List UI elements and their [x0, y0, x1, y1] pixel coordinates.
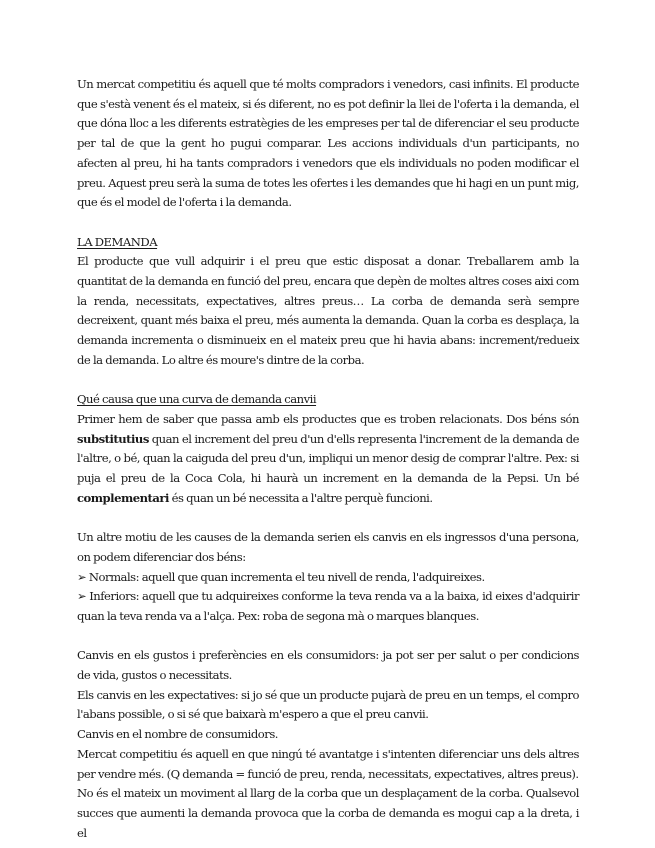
income-paragraph: Un altre motiu de les causes de la demanda serien els canvis en els ingressos d'una persona, on podem diferenciar dos béns: — [77, 530, 579, 564]
tastes-paragraph: Canvis en els gustos i preferències en els consumidors: ja pot ser per salut o per condicions de vida, gustos o necessitats. — [77, 648, 579, 683]
related-goods-text-3: és quan un bé necessita a l'altre perquè funcioni. — [168, 490, 433, 505]
intro-paragraph: Un mercat competitiu és aquell que té molts compradors i venedors, casi infinits. El producte que s'està venent és el mateix, si és diferent, no es pot definir la llei de l'oferta i la demanda, el que dóna lloc a les diferents estratègies de les empreses per tal de diferenciar el seu producte per tal de que la gent ho pugui comparar. Les accions individuals d'un participants, no afecten al preu, hi ha tants compradors i venedors que els individuals no poden modificar el preu. Aquest preu serà la suma de totes les ofertes i les demandes que hi hagi en un punt mig, que és el model de l'oferta i la demanda. — [77, 77, 579, 210]
spacer — [77, 508, 579, 528]
related-goods-paragraph — [77, 410, 579, 509]
expectations-paragraph: Els canvis en les expectatives: si jo sé que un producte pujarà de preu en un temps, el compro l'abans possible, o si sé que baixarà m'espero a que el preu canvii. — [77, 687, 579, 722]
term-complementari: complementari — [77, 490, 169, 505]
spacer — [77, 627, 579, 647]
related-goods-text-2: quan el increment del preu d'un d'ells representa l'increment de la demanda de l'altre, o bé, quan la caiguda del preu d'un, impliqui un menor desig de comprar l'altre. Pex: si puja el preu de la Coca Cola, hi haurà un increment en la demanda de la Pepsi. Un bé — [77, 431, 579, 486]
consumers-paragraph: Canvis en el nombre de consumidors. — [77, 727, 278, 742]
demand-paragraph: El producte que vull adquirir i el preu que estic disposat a donar. Treballarem amb la quantitat de la demanda en funció del preu, encara que depèn de moltes altres coses aixi com la renda, necessitats, expectatives, altres preus… La corba de demanda serà sempre decreixent, quant més baixa el preu, més aumenta la demanda. Quan la corba es desplaça, la demanda incrementa o disminueix en el mateix preu que hi havia abans: increment/redueix de la demanda. Lo altre és moure's dintre de la corba. — [77, 254, 579, 367]
document-page — [77, 75, 579, 843]
bullet-normals: ➢ Normals: aquell que quan incrementa el teu nivell de renda, l'adquireixes. — [77, 569, 485, 584]
competitive-market-paragraph: Mercat competitiu és aquell en que ningú té avantatge i s'intenten diferenciar uns dels altres per vendre més. (Q demanda = funció de preu, renda, necessitats, expectatives, altres preus). — [77, 746, 579, 781]
related-goods-text-1: Primer hem de saber que passa amb els productes que es troben relacionats. Dos béns són — [77, 411, 579, 426]
section-heading-demand: LA DEMANDA — [77, 234, 158, 249]
section-heading-curve-shift: Qué causa que una curva de demanda canvii — [77, 392, 317, 407]
spacer — [77, 213, 579, 233]
spacer — [77, 371, 579, 391]
movement-paragraph: No és el mateix un moviment al llarg de la corba que un desplaçament de la corba. Qualsevol succes que aumenti la demanda provoca que la corba de demanda es mogui cap a la dreta, i el — [77, 786, 579, 840]
term-substitutius: substitutius — [77, 431, 149, 446]
bullet-inferiors: ➢ Inferiors: aquell que tu adquireixes conforme la teva renda va a la baixa, id eixes d'adquirir quan la teva renda va a l'alça. Pex: roba de segona mà o marques blanques. — [77, 589, 579, 623]
